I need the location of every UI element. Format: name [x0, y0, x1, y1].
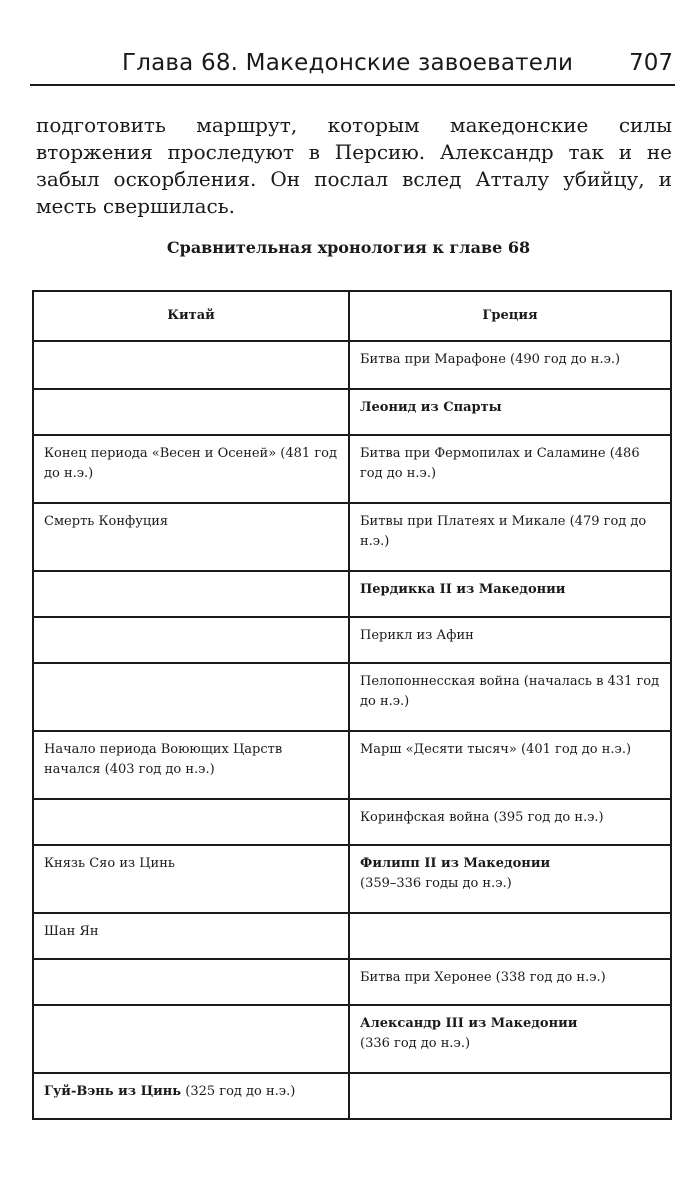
cell-greece: Перикл из Афин: [349, 617, 671, 663]
cell-china: [33, 617, 349, 663]
ruler-dates: (359–336 годы до н.э.): [360, 876, 512, 891]
cell-greece: Пелопоннесская война (началась в 431 год до н.э.): [349, 663, 671, 731]
ruler-name: Филипп II из Македонии: [360, 856, 551, 871]
chapter-title: Глава 68. Македонские завоеватели: [122, 50, 574, 76]
cell-greece: Пердикка II из Македонии: [349, 571, 671, 617]
table-row: [33, 731, 671, 799]
cell-china: [33, 1073, 349, 1119]
table-caption: Сравнительная хронология к главе 68: [166, 238, 531, 257]
page-header: [30, 44, 675, 86]
cell-china: [33, 799, 349, 845]
cell-greece: Битвы при Платеях и Микале (479 год до н.э.): [349, 503, 671, 571]
cell-china: [33, 663, 349, 731]
cell-china: [33, 959, 349, 1005]
cell-greece: Леонид из Спарты: [349, 389, 671, 435]
cell-greece: Битва при Фермопилах и Саламине (486 год до н.э.): [349, 435, 671, 503]
cell-greece: Битва при Херонее (338 год до н.э.): [349, 959, 671, 1005]
table-row: [33, 913, 671, 959]
cell-china: [33, 341, 349, 389]
table-row: [33, 663, 671, 731]
body-paragraph: подготовить маршрут, которым македонские силы вторжения проследуют в Персию. Александр так и не забыл оскорбления. Он послал вслед Атталу убийцу, и месть свершилась.: [36, 113, 672, 218]
table-row: [33, 959, 671, 1005]
cell-greece: [349, 1073, 671, 1119]
table-row: [33, 617, 671, 663]
cell-greece: [349, 845, 671, 913]
table-header-row: [33, 291, 671, 341]
cell-greece: [349, 1005, 671, 1073]
cell-china: Начало периода Воюющих Царств начался (403 год до н.э.): [33, 731, 349, 799]
table-row: [33, 799, 671, 845]
cell-china: [33, 1005, 349, 1073]
table-row: [33, 1005, 671, 1073]
table-row: [33, 435, 671, 503]
cell-china: Князь Сяо из Цинь: [33, 845, 349, 913]
ruler-name: Гуй-Вэнь из Цинь: [44, 1084, 182, 1099]
ruler-name: Александр III из Македонии: [360, 1016, 578, 1031]
cell-china: [33, 389, 349, 435]
table-row: [33, 845, 671, 913]
cell-china: Конец периода «Весен и Осеней» (481 год до н.э.): [33, 435, 349, 503]
cell-greece: Коринфская война (395 год до н.э.): [349, 799, 671, 845]
ruler-dates: (325 год до н.э.): [181, 1084, 296, 1099]
cell-greece: Битва при Марафоне (490 год до н.э.): [349, 341, 671, 389]
cell-china: [33, 571, 349, 617]
table-row: [33, 341, 671, 389]
ruler-dates: (336 год до н.э.): [360, 1036, 471, 1051]
column-header-greece: Греция: [349, 291, 671, 341]
cell-china: Смерть Конфуция: [33, 503, 349, 571]
table-row: [33, 1073, 671, 1119]
table-row: [33, 503, 671, 571]
cell-greece: [349, 913, 671, 959]
page-number: 707: [629, 50, 673, 76]
table-row: [33, 389, 671, 435]
column-header-china: Китай: [33, 291, 349, 341]
table-row: [33, 571, 671, 617]
chronology-table: [32, 290, 672, 1120]
cell-greece: Марш «Десяти тысяч» (401 год до н.э.): [349, 731, 671, 799]
cell-china: Шан Ян: [33, 913, 349, 959]
